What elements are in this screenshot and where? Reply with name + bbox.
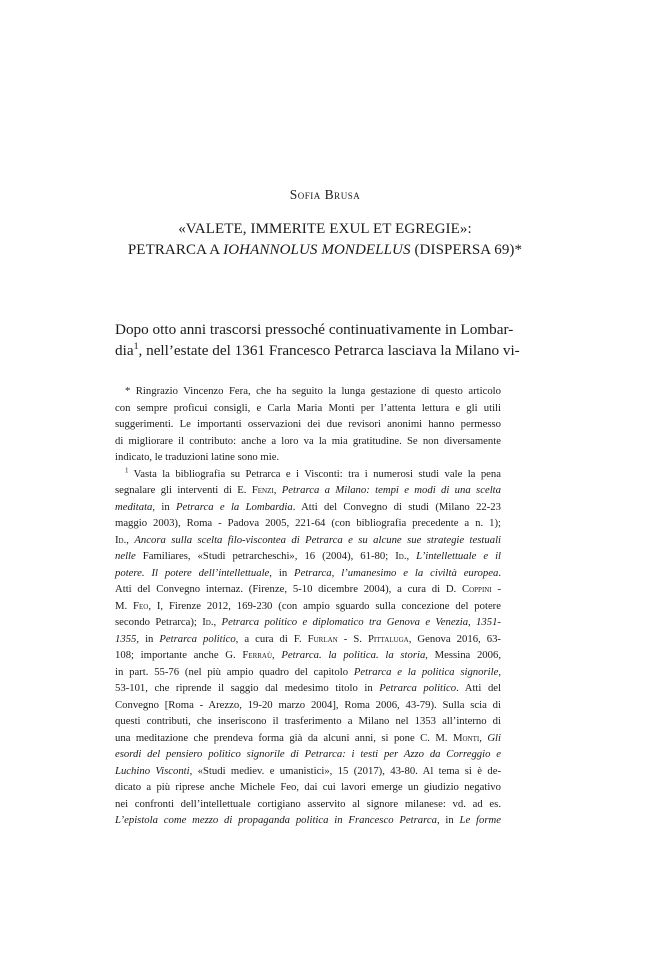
- footnote-line: 108; importante anche G. Ferraù, Petrarca. la politica. la storia, Messina 2006,: [115, 649, 502, 661]
- footnote-line: $^1$ Vasta la bibliografia su Petrarca e i Visconti: tra i numerosi studi vale la pena: [125, 465, 501, 480]
- footnote-line: dicato a più riprese anche Michele Feo, dai cui lavori emerge un giudizio negativo: [115, 781, 501, 793]
- footnote-line: maggio 2003), Roma - Padova 2005, 221-64 (con bibliografia precedente a n. 1);: [115, 517, 501, 529]
- title-line-2: PETRARCA A IOHANNOLUS MONDELLUS (DISPERSA 69)*: [127, 242, 523, 258]
- body-line: dia$^1$, nell’estate del 1361 Francesco Petrarca lasciava la Milano vi-: [115, 340, 520, 359]
- footnote-line: suggerimenti. Le importanti osservazioni dei due revisori anonimi hanno permesso: [115, 418, 501, 430]
- footnote-line: Id., Ancora sulla scelta filo-viscontea di Petrarca e su alcune sue strategie testuali: [115, 533, 502, 546]
- author-name: Sofia Brusa: [289, 187, 361, 202]
- footnote-line: segnalare gli interventi di E. Fenzi, Petrarca a Milano: tempi e modi di una scelta: [115, 484, 501, 496]
- footnote-line: nelle Familiares, «Studi petrarcheschi», 16 (2004), 61-80; Id., L’intellettuale e il: [115, 550, 502, 562]
- footnote-line: 1355, in Petrarca politico, a cura di F. Furlan - S. Pittaluga, Genova 2016, 63-: [115, 632, 501, 645]
- footnote-line: con sempre proficui consigli, e Carla Maria Monti per l’attenta lettura e gli utili: [115, 401, 501, 414]
- footnotes: [115, 383, 501, 829]
- article-title: [0, 219, 650, 261]
- footnote-ref: 1: [133, 340, 139, 352]
- footnote-line: potere. Il potere dell’intellettuale, in Petrarca, l’umanesimo e la civiltà europea.: [115, 566, 501, 579]
- footnote-line: L’epistola come mezzo di propaganda politica in Francesco Petrarca, in Le forme: [115, 814, 501, 826]
- footnote-line: indicato, le traduzioni latine sono mie.: [115, 451, 280, 463]
- body-line: Dopo otto anni trascorsi pressoché continuativamente in Lombar-: [115, 321, 514, 338]
- footnote-line: una meditazione che prendeva forma già da alcuni anni, si pone C. M. Monti, Gli: [115, 731, 501, 744]
- footnote-line: * Ringrazio Vincenzo Fera, che ha seguito la lunga gestazione di questo articolo: [125, 385, 501, 397]
- footnote-line: di migliorare il contributo: anche a loro va la mia gratitudine. Se non diversamente: [115, 434, 501, 447]
- footnote-line: secondo Petrarca); Id., Petrarca politico e diplomatico tra Genova e Venezia, 1351-: [115, 616, 501, 628]
- footnote-line: Atti del Convegno internaz. (Firenze, 5-10 dicembre 2004), a cura di D. Coppini -: [115, 583, 501, 595]
- body-text: [115, 319, 520, 361]
- footnote-line: 53-101, che riprende il saggio dal medesimo titolo in Petrarca politico. Atti del: [115, 682, 502, 694]
- title-line-1: «VALETE, IMMERITE EXUL ET EGREGIE»:: [178, 221, 472, 237]
- footnote-line: M. Feo, I, Firenze 2012, 169-230 (con ampio sguardo sulla concezione del potere: [115, 599, 501, 612]
- footnote-line: meditata, in Petrarca e la Lombardia. Atti del Convegno di studi (Milano 22-23: [115, 500, 501, 513]
- footnote-line: Convegno [Roma - Arezzo, 19-20 marzo 2004], Roma 2006, 43-79). Sulla scia di: [115, 698, 501, 711]
- footnote-line: in part. 55-76 (nel più ampio quadro del capitolo Petrarca e la politica signorile,: [115, 665, 501, 678]
- footnote-line: Luchino Visconti, «Studi mediev. e umanistici», 15 (2017), 43-80. Al tema si è de-: [115, 764, 501, 777]
- footnote-line: esordi del pensiero politico signorile di Petrarca: i testi per Azzo da Correggio e: [115, 748, 501, 760]
- footnote-number: 1: [125, 465, 129, 474]
- footnote-line: questi contributi, che inseriscono il trasferimento a Milano nel 1353 all’interno di: [115, 715, 501, 727]
- footnote-line: nei confronti dell’intellettuale cortigiano asservito al signore milanese: vd. ad es.: [115, 797, 501, 810]
